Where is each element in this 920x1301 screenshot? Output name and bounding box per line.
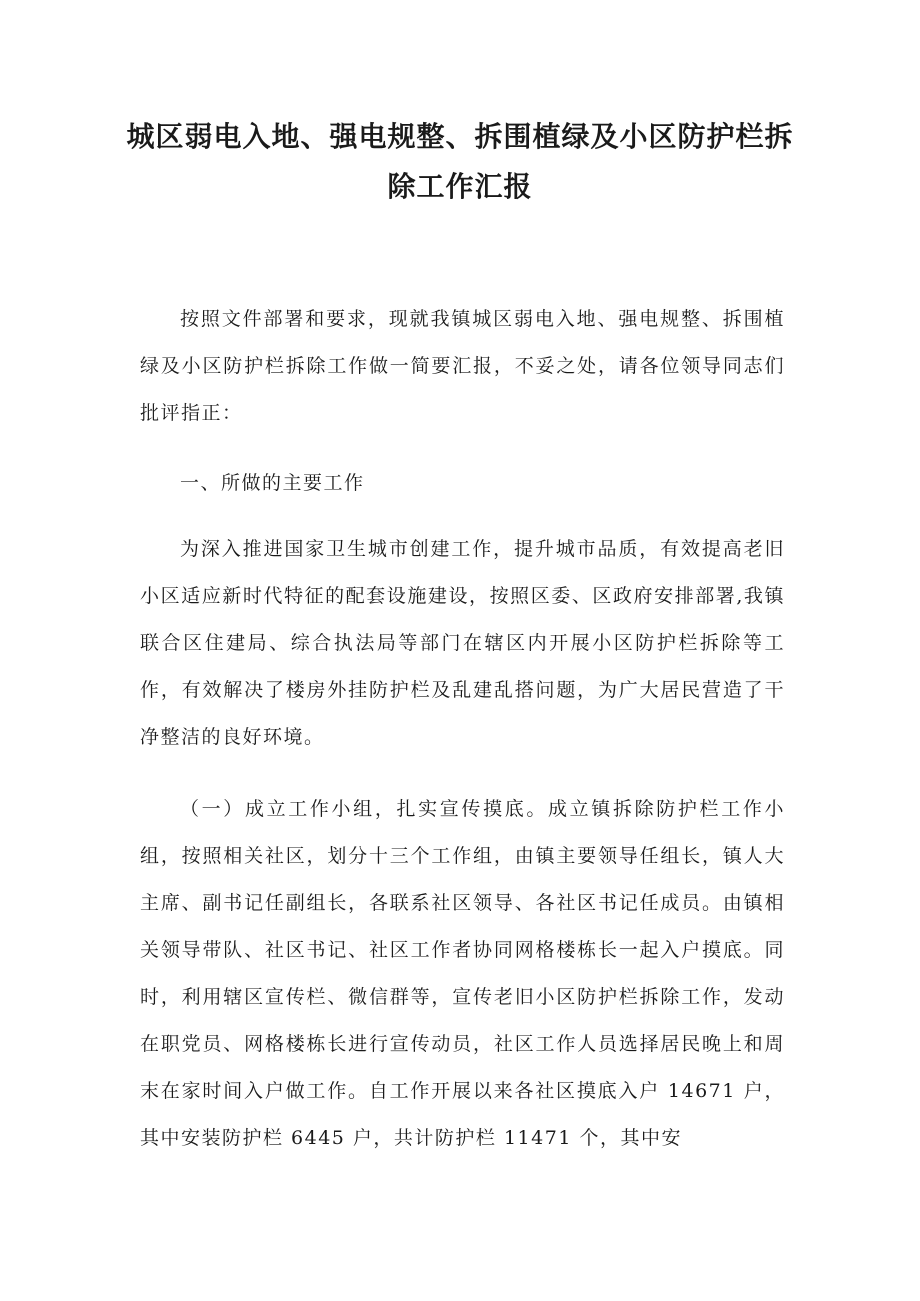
section-heading-main-work: 一、所做的主要工作 xyxy=(180,472,365,494)
subsection-paragraph-working-group: （一）成立工作小组，扎实宣传摸底。成立镇拆除防护栏工作小组，按照相关社区，划分十三个工作组，由镇主要领导任组长，镇人大主席、副书记任副组长，各联系社区领导、各社区书记任成员。由镇相关领导带队、社区书记、社区工作者协同网格楼栋长一起入户摸底。同时，利用辖区宣传栏、微信群等，宣传老旧小区防护栏拆除工作，发动在职党员、网格楼栋长进行宣传动员，社区工作人员选择居民晚上和周末在家时间入户做工作。自工作开展以来各社区摸底入户 14671 户，其中安装防护栏 6445 户，共计防护栏 11471 个，其中安 xyxy=(140,798,785,1149)
section-paragraph-main-work: 为深入推进国家卫生城市创建工作，提升城市品质，有效提高老旧小区适应新时代特征的配套设施建设，按照区委、区政府安排部署,我镇联合区住建局、综合执法局等部门在辖区内开展小区防护栏拆除等工作，有效解决了楼房外挂防护栏及乱建乱搭问题，为广大居民营造了干净整洁的良好环境。 xyxy=(140,538,785,748)
document-title: 城区弱电入地、强电规整、拆围植绿及小区防护栏拆除工作汇报 xyxy=(126,120,794,203)
intro-paragraph: 按照文件部署和要求，现就我镇城区弱电入地、强电规整、拆围植绿及小区防护栏拆除工作做一简要汇报，不妥之处，请各位领导同志们批评指正： xyxy=(140,308,785,424)
